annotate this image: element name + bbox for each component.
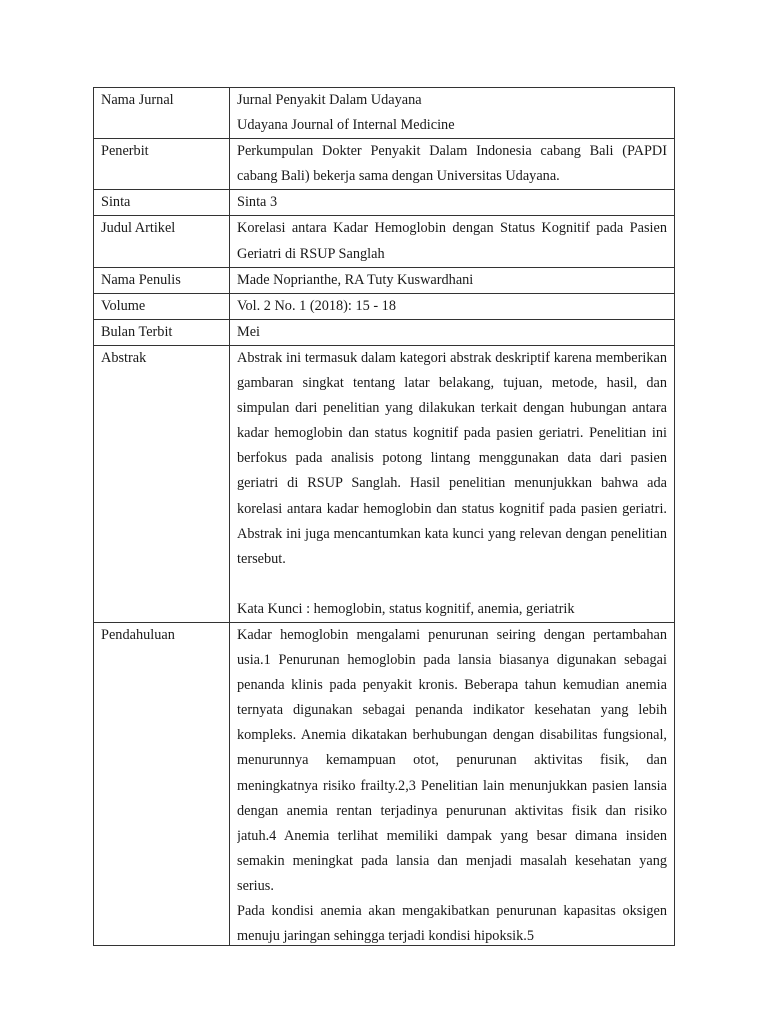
value-volume: Vol. 2 No. 1 (2018): 15 - 18 (230, 293, 675, 319)
label-pendahuluan: Pendahuluan (94, 622, 230, 945)
row-bulan-terbit (94, 319, 675, 345)
row-judul-artikel (94, 216, 675, 267)
value-nama-penulis: Made Noprianthe, RA Tuty Kuswardhani (230, 267, 675, 293)
label-penerbit: Penerbit (94, 139, 230, 190)
value-pendahuluan (230, 622, 675, 945)
row-volume (94, 293, 675, 319)
row-penerbit (94, 139, 675, 190)
value-penerbit: Perkumpulan Dokter Penyakit Dalam Indonesia cabang Bali (PAPDI cabang Bali) bekerja sama dengan Universitas Udayana. (230, 139, 675, 190)
abstract-text: Abstrak ini termasuk dalam kategori abstrak deskriptif karena memberikan gambaran singkat tentang latar belakang, tujuan, metode, hasil, dan simpulan dari penelitian yang dilakukan terkait dengan hubungan antara kadar hemoglobin dan status kognitif pada pasien geriatri. Penelitian ini berfokus pada analisis potong lintang menggunakan data dari pasien geriatri di RSUP Sanglah. Hasil penelitian menunjukkan bahwa ada korelasi antara kadar hemoglobin dan status kognitif pada pasien geriatri. Abstrak ini juga mencantumkan kata kunci yang relevan dengan penelitian tersebut. (237, 349, 667, 567)
journal-name: Jurnal Penyakit Dalam Udayana (237, 92, 422, 108)
row-sinta (94, 190, 675, 216)
row-pendahuluan (94, 622, 675, 945)
label-bulan-terbit: Bulan Terbit (94, 319, 230, 345)
label-abstrak: Abstrak (94, 345, 230, 622)
value-bulan-terbit: Mei (230, 319, 675, 345)
journal-name-english: Udayana Journal of Internal Medicine (237, 117, 455, 134)
abstract-keywords: Kata Kunci : hemoglobin, status kognitif, anemia, geriatrik (237, 600, 575, 617)
intro-paragraph-2: Pada kondisi anemia akan mengakibatkan penurunan kapasitas oksigen menuju jaringan sehingga terjadi kondisi hipoksik.5 (237, 903, 667, 945)
label-sinta: Sinta (94, 190, 230, 216)
value-abstrak (230, 345, 675, 622)
intro-paragraph-1: Kadar hemoglobin mengalami penurunan seiring dengan pertambahan usia.1 Penurunan hemoglobin pada lansia biasanya digunakan sebagai penanda klinis pada penyakit kronis. Beberapa tahun kemudian anemia ternyata digunakan sebagai penanda indikator kesehatan yang lebih kompleks. Anemia dikatakan berhubungan dengan disabilitas fungsional, menurunnya kemampuan otot, penurunan aktivitas fisik, dan meningkatnya risiko frailty.2,3 Penelitian lain menunjukkan pasien lansia dengan anemia rentan terjadinya penurunan aktivitas fisik dan risiko jatuh.4 Anemia terlihat memiliki dampak yang besar dimana insiden semakin meningkat pada lansia dan menjadi masalah kesehatan yang serius. (237, 626, 667, 894)
value-sinta: Sinta 3 (230, 190, 675, 216)
label-volume: Volume (94, 293, 230, 319)
label-judul-artikel: Judul Artikel (94, 216, 230, 267)
intro-clip (237, 623, 667, 945)
row-nama-jurnal (94, 88, 675, 139)
label-nama-jurnal: Nama Jurnal (94, 88, 230, 139)
row-nama-penulis (94, 267, 675, 293)
value-judul-artikel: Korelasi antara Kadar Hemoglobin dengan Status Kognitif pada Pasien Geriatri di RSUP Sanglah (230, 216, 675, 267)
journal-review-table (93, 87, 675, 946)
blank-line (237, 572, 667, 597)
value-nama-jurnal (230, 88, 675, 139)
row-abstrak (94, 345, 675, 622)
label-nama-penulis: Nama Penulis (94, 267, 230, 293)
